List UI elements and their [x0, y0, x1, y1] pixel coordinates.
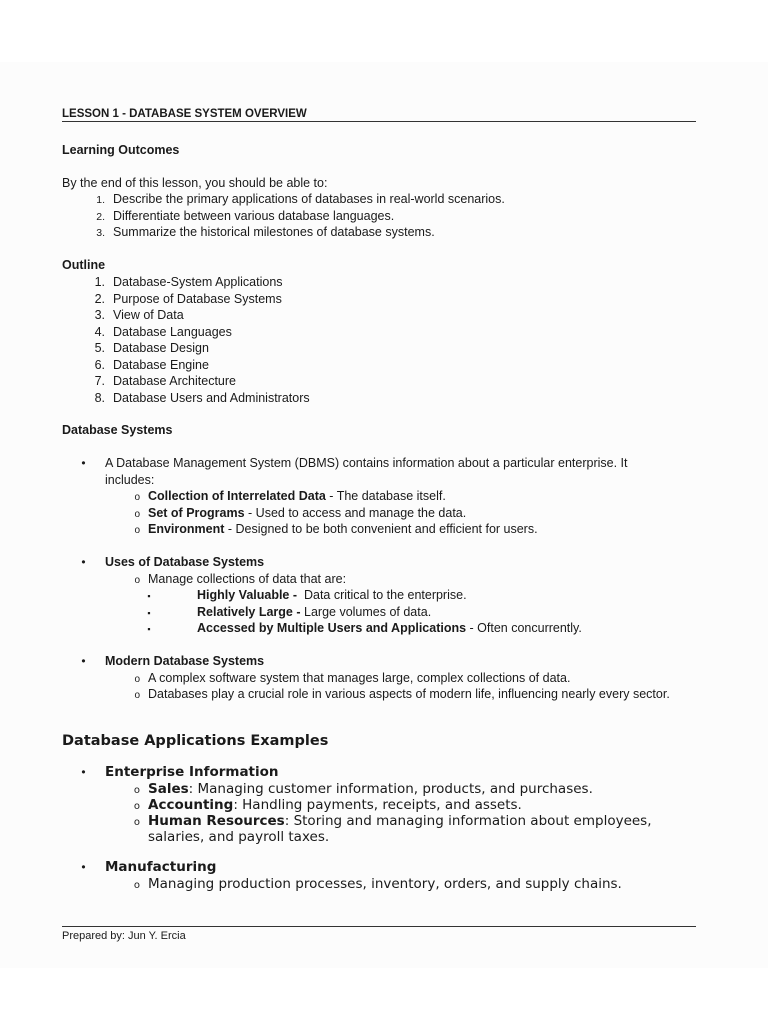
bullet-mark: • — [81, 860, 86, 874]
sub-item — [62, 781, 722, 797]
sub-item-term: Accounting — [148, 797, 234, 813]
uses-block — [62, 554, 702, 637]
list-item — [62, 191, 505, 208]
sub-item-term: Sales — [148, 781, 189, 797]
bullet-item — [62, 859, 722, 876]
sub-sub-item-desc: Data critical to the enterprise. — [300, 588, 467, 602]
list-item — [62, 224, 505, 241]
sub-item-desc: - The database itself. — [325, 489, 446, 503]
list-item-text: Database Design — [113, 341, 209, 355]
dbms-block — [62, 455, 702, 538]
hr-continuation: salaries, and payroll taxes. — [148, 829, 330, 845]
modern-heading: Modern Database Systems — [105, 654, 265, 668]
outline-heading: Outline — [62, 258, 106, 272]
dbms-line-2: includes: — [105, 472, 155, 487]
enterprise-heading: Enterprise Information — [105, 764, 279, 780]
circle-mark: o — [134, 508, 140, 520]
bullet-item — [62, 764, 722, 781]
bullet-item — [62, 653, 722, 670]
list-item-text: Database Engine — [113, 357, 209, 372]
list-number: 6. — [94, 357, 105, 372]
circle-mark: o — [134, 690, 140, 701]
list-item-text: View of Data — [113, 308, 184, 322]
outline-list — [62, 274, 310, 406]
sub-sub-item-desc: Large volumes of data. — [304, 604, 432, 619]
list-number: 2. — [96, 210, 105, 223]
sub-item-text: Databases play a crucial role in various aspects of modern life, influencing nearly every sector. — [148, 687, 670, 701]
sub-item — [62, 521, 702, 538]
list-number: 4. — [94, 324, 105, 339]
bullet-item — [62, 455, 702, 472]
circle-mark: o — [134, 673, 140, 685]
sub-item — [62, 670, 722, 687]
sub-sub-item-desc: - Often concurrently. — [466, 621, 582, 635]
sub-item-term: Set of Programs — [148, 505, 245, 520]
list-number: 5. — [94, 341, 105, 355]
list-item — [62, 390, 310, 407]
sub-item-term: Environment — [148, 522, 225, 536]
circle-mark: o — [134, 492, 140, 503]
lesson-title: LESSON 1 - DATABASE SYSTEM OVERVIEW — [62, 108, 696, 122]
bullet-mark: • — [81, 555, 86, 569]
circle-mark: o — [133, 880, 140, 891]
manufacturing-block — [62, 859, 722, 892]
list-item — [62, 307, 310, 324]
list-item-text: Describe the primary applications of databases in real-world scenarios. — [113, 192, 505, 206]
sub-item-text: Managing production processes, inventory, orders, and supply chains. — [148, 876, 622, 892]
sub-sub-item-term: Highly Valuable - — [197, 588, 301, 602]
uses-intro: Manage collections of data that are: — [148, 571, 347, 586]
list-item-text: Differentiate between various database languages. — [113, 208, 395, 223]
sub-item — [62, 571, 702, 588]
sub-item-desc: : Managing customer information, products, and purchases. — [188, 781, 593, 797]
circle-mark: o — [133, 817, 140, 828]
sub-item — [62, 876, 722, 892]
list-item-text: Database-System Applications — [113, 275, 283, 289]
list-item — [62, 291, 310, 308]
sub-sub-item — [62, 604, 702, 621]
bullet-mark: • — [81, 654, 86, 668]
enterprise-block — [62, 764, 722, 845]
manufacturing-heading: Manufacturing — [105, 859, 217, 875]
sub-item — [62, 505, 702, 522]
list-item-text: Database Languages — [113, 324, 232, 339]
list-number: 3. — [96, 227, 105, 239]
list-number: 7. — [94, 374, 105, 388]
list-item-text: Database Users and Administrators — [113, 390, 310, 405]
list-item — [62, 208, 505, 225]
learning-outcomes-heading: Learning Outcomes — [62, 143, 180, 157]
sub-sub-item — [62, 587, 702, 604]
list-item-text: Database Architecture — [113, 374, 236, 388]
list-number: 1. — [94, 275, 105, 289]
sub-sub-item-term: Accessed by Multiple Users and Applications — [197, 621, 467, 635]
list-item — [62, 340, 310, 357]
uses-heading: Uses of Database Systems — [105, 555, 265, 569]
modern-block — [62, 653, 722, 703]
dbms-line-1: A Database Management System (DBMS) contains information about a particular enterprise. It — [105, 456, 628, 470]
sub-item-desc: - Used to access and manage the data. — [244, 505, 467, 520]
footer-divider — [62, 926, 696, 927]
square-mark: ▪ — [147, 607, 151, 618]
list-number: 3. — [94, 308, 105, 322]
circle-mark: o — [134, 525, 140, 536]
sub-item-desc: : Storing and managing information about employees, — [284, 813, 652, 829]
list-item — [62, 357, 310, 374]
sub-item-desc: : Handling payments, receipts, and assets. — [233, 797, 522, 813]
list-item — [62, 373, 310, 390]
sub-sub-item — [62, 620, 702, 637]
bullet-mark: • — [81, 765, 86, 779]
sub-item — [62, 813, 722, 829]
circle-mark: o — [134, 574, 140, 586]
footer-prepared-by: Prepared by: Jun Y. Ercia — [62, 930, 186, 942]
sub-item — [62, 488, 702, 505]
list-item — [62, 324, 310, 341]
list-item-text: Summarize the historical milestones of database systems. — [113, 225, 435, 239]
sub-item — [62, 686, 722, 703]
applications-heading: Database Applications Examples — [62, 733, 329, 749]
list-number: 2. — [94, 291, 105, 306]
list-item — [62, 274, 310, 291]
bullet-mark: • — [81, 456, 86, 470]
sub-item — [62, 797, 722, 813]
list-item-text: Purpose of Database Systems — [113, 291, 282, 306]
sub-item-text: A complex software system that manages large, complex collections of data. — [148, 670, 571, 685]
sub-item-desc: - Designed to be both convenient and efficient for users. — [224, 522, 538, 536]
bullet-item — [62, 554, 702, 571]
circle-mark: o — [133, 785, 140, 796]
sub-item-term: Human Resources — [148, 813, 285, 829]
list-number: 8. — [94, 390, 105, 405]
sub-sub-item-term: Relatively Large - — [197, 604, 304, 619]
list-number: 1. — [96, 194, 105, 206]
circle-mark: o — [133, 801, 140, 812]
square-mark: ▪ — [147, 624, 151, 634]
learning-outcomes-list — [62, 191, 505, 241]
sub-item-term: Collection of Interrelated Data — [148, 489, 326, 503]
database-systems-heading: Database Systems — [62, 423, 173, 437]
square-mark: ▪ — [147, 591, 151, 601]
learning-outcomes-intro: By the end of this lesson, you should be able to: — [62, 176, 328, 190]
